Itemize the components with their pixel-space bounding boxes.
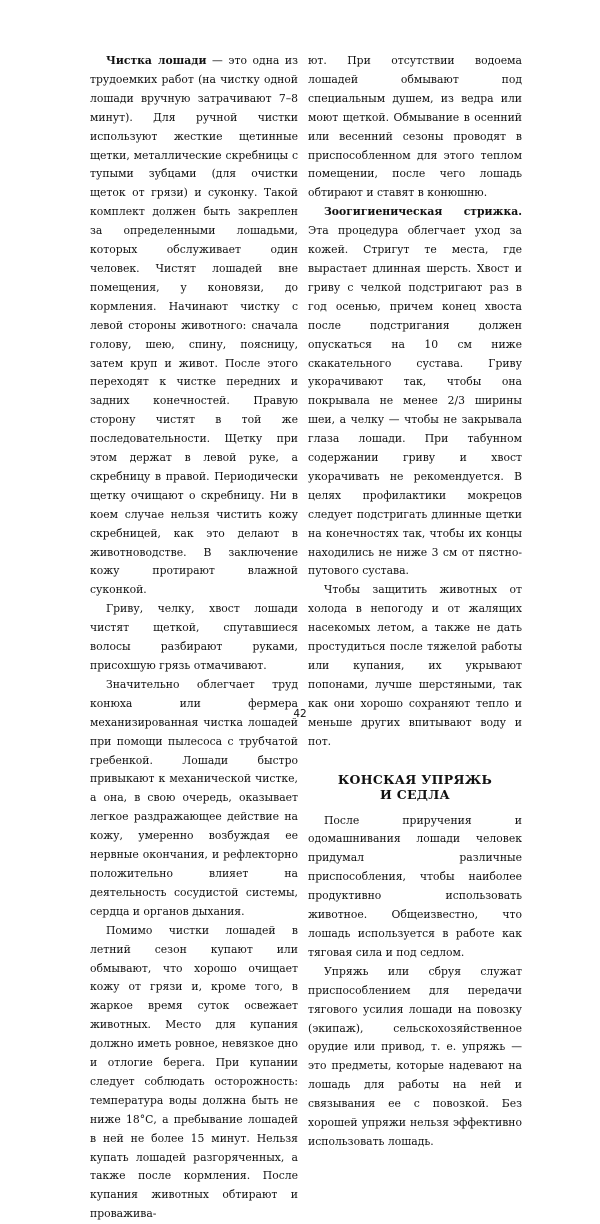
paragraph-text: Эта процедура облегчает уход за кожей. Стригут те места, где вырастает длинная шерсть. Хвост и гриву с челкой подстригают раз в год осенью, причем конец хвоста после подстригания должен опускаться на 10 см ниже скакательного сустава. Гриву укорачивают так, чтобы она покрывала не менее 2/3 ширины шеи, а челку — чтобы не закрывала глаза лошади. При табунном содержании гриву и хвост укорачивать не рекомендуется. В целях профилактики мокрецов следует подстригать длинные щетки на конечностях так, чтобы их концы находились не ниже 3 см от пястно-путового сустава. [308, 224, 522, 578]
heading-line-2: И СЕДЛА [379, 786, 451, 802]
section-heading [308, 772, 522, 802]
paragraph-horse-cleaning [90, 52, 298, 600]
paragraph-domestication: После приручения и одомашнивания лошади человек придумал различные приспособления, чтобы наиболее продуктивно использовать животное. Общеизвестно, что лошадь используется в работе как тяговая сила и под седлом. [308, 813, 522, 959]
paragraph-bathing-continued: ют. При отсутствии водоема лошадей обмывают под специальным душем, из ведра или моют щеткой. Обмывание в осенний или весенний сезоны проводят в приспособленном для этого теплом помещении, после чего лошадь обтирают и ставят в конюшню. [308, 54, 522, 200]
paragraph-harness: Упряжь или сбруя служат приспособлением для передачи тягового усилия лошади на повозку (экипаж), сельскохозяйственное орудие или привод, т. е. упряжь — это предметы, которые надевают на лошадь для работы на ней и связывания ее с повозкой. Без хорошей упряжи нельзя эффективно использовать лошадь. [308, 964, 522, 1148]
paragraph-bathing: Помимо чистки лошадей в летний сезон купают или обмывают, что хорошо очищает кожу от грязи и, кроме того, в жаркое время суток освежает животных. Место для купания должно иметь ровное, невязкое дно и отлогие берега. При купании следует соблюдать осторожность: температура воды должна быть не ниже 18°С, а пребывание лошадей в ней не более 15 минут. Нельзя купать лошадей разгоряченных, а также после кормления. После купания животных обтирают и проважива- [90, 923, 298, 1221]
paragraph-blankets: Чтобы защитить животных от холода в непогоду и от жалящих насекомых летом, а также не дать простудиться после тяжелой работы или купания, их укрывают попонами, лучше шерстяными, так как они хорошо сохраняют тепло и меньше других впитывают воду и пот. [308, 583, 522, 748]
term-horse-cleaning: Чистка лошади [106, 54, 207, 67]
paragraph-mane-cleaning: Гриву, челку, хвост лошади чистят щеткой, спутавшиеся волосы разбирают руками, присохшую грязь отмачивают. [90, 602, 298, 672]
term-grooming-trim: Зоогигиеническая стрижка. [324, 205, 522, 219]
paragraph-text: — это одна из трудоемких работ (на чистку одной лошади вручную затрачивают 7–8 минут). Для ручной чистки используют жесткие щетинные щетки, металлические скребницы с тупыми зубцами (для очистки щеток от грязи) и суконку. Такой комплект должен быть закреплен за определенными лошадьми, которых обслуживает один человек. Чистят лошадей вне помещения, у коновязи, до кормления. Начинают чистку с левой стороны животного: сначала голову, шею, спину, поясницу, затем круп и живот. После этого переходят к чистке передних и задних конечностей. Правую сторону чистят в той же последовательности. Щетку при этом держат в левой руке, а скребницу в правой. Периодически щетку очищают о скребницу. Ни в коем случае нельзя чистить кожу скребницей, как это делают в животноводстве. В заключение кожу протирают влажной суконкой. [90, 54, 298, 597]
paragraph-mechanized-cleaning: Значительно облегчает труд конюха или фермера механизированная чистка лошадей при помощи пылесоса с трубчатой гребенкой. Лошади быстро привыкают к механической чистке, а она, в свою очередь, оказывает легкое раздражающее действие на кожу, умеренно возбуждая ее нервные окончания, и рефлекторно положительно влияет на деятельность сосудистой системы, сердца и органов дыхания. [90, 677, 298, 918]
page-number: 42 [293, 708, 307, 720]
left-column [90, 52, 298, 1224]
right-column [308, 52, 522, 1152]
heading-line-1: КОНСКАЯ УПРЯЖЬ [337, 771, 493, 787]
paragraph-grooming-trim [308, 203, 522, 581]
